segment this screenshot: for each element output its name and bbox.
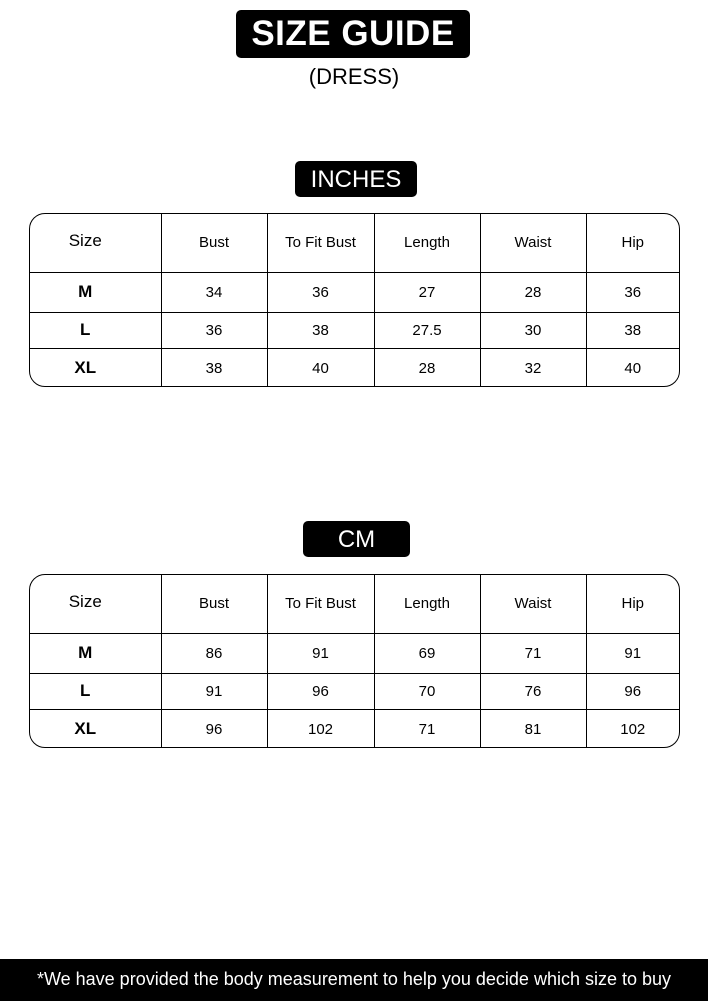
hip-cell: 91 bbox=[586, 633, 679, 673]
waist-cell: 76 bbox=[480, 673, 586, 709]
column-header-size: Size bbox=[30, 575, 161, 633]
size-cell: M bbox=[30, 272, 161, 312]
column-header-to-fit-bust: To Fit Bust bbox=[267, 575, 374, 633]
to-fit-bust-cell: 36 bbox=[267, 272, 374, 312]
page-subtitle: (DRESS) bbox=[308, 64, 400, 89]
table-row bbox=[30, 348, 679, 387]
hip-cell: 38 bbox=[586, 312, 679, 348]
bust-cell: 91 bbox=[161, 673, 267, 709]
column-header-size: Size bbox=[30, 214, 161, 272]
bust-cell: 38 bbox=[161, 348, 267, 387]
bust-cell: 86 bbox=[161, 633, 267, 673]
bust-cell: 96 bbox=[161, 709, 267, 748]
length-cell: 70 bbox=[374, 673, 480, 709]
table-header-row bbox=[30, 214, 679, 272]
length-cell: 71 bbox=[374, 709, 480, 748]
length-cell: 27.5 bbox=[374, 312, 480, 348]
column-header-bust: Bust bbox=[161, 575, 267, 633]
bust-cell: 36 bbox=[161, 312, 267, 348]
column-header-bust: Bust bbox=[161, 214, 267, 272]
to-fit-bust-cell: 38 bbox=[267, 312, 374, 348]
size-cell: M bbox=[30, 633, 161, 673]
table-row bbox=[30, 673, 679, 709]
size-cell: XL bbox=[30, 348, 161, 387]
column-header-length: Length bbox=[374, 575, 480, 633]
size-table-inches bbox=[29, 213, 680, 387]
waist-cell: 32 bbox=[480, 348, 586, 387]
page-title: SIZE GUIDE bbox=[236, 10, 470, 58]
to-fit-bust-cell: 96 bbox=[267, 673, 374, 709]
table-row bbox=[30, 312, 679, 348]
hip-cell: 36 bbox=[586, 272, 679, 312]
waist-cell: 28 bbox=[480, 272, 586, 312]
waist-cell: 30 bbox=[480, 312, 586, 348]
column-header-waist: Waist bbox=[480, 575, 586, 633]
to-fit-bust-cell: 91 bbox=[267, 633, 374, 673]
length-cell: 28 bbox=[374, 348, 480, 387]
column-header-hip: Hip bbox=[586, 214, 679, 272]
size-table-cm bbox=[29, 574, 680, 748]
footer-note: *We have provided the body measurement to help you decide which size to buy bbox=[0, 959, 708, 1001]
length-cell: 27 bbox=[374, 272, 480, 312]
unit-label-cm: CM bbox=[303, 521, 410, 557]
hip-cell: 102 bbox=[620, 720, 646, 738]
column-header-length: Length bbox=[374, 214, 480, 272]
waist-cell: 71 bbox=[480, 633, 586, 673]
column-header-to-fit-bust: To Fit Bust bbox=[267, 214, 374, 272]
table-row bbox=[30, 633, 679, 673]
table-row bbox=[30, 709, 679, 748]
table-row bbox=[30, 272, 679, 312]
hip-cell: 40 bbox=[624, 359, 642, 377]
unit-label-inches: INCHES bbox=[295, 161, 417, 197]
size-cell: L bbox=[30, 312, 161, 348]
waist-cell: 81 bbox=[480, 709, 586, 748]
to-fit-bust-cell: 40 bbox=[267, 348, 374, 387]
to-fit-bust-cell: 102 bbox=[267, 709, 374, 748]
table-header-row bbox=[30, 575, 679, 633]
hip-cell: 96 bbox=[586, 673, 679, 709]
column-header-hip: Hip bbox=[586, 575, 679, 633]
bust-cell: 34 bbox=[161, 272, 267, 312]
length-cell: 69 bbox=[374, 633, 480, 673]
column-header-waist: Waist bbox=[480, 214, 586, 272]
size-cell: L bbox=[30, 673, 161, 709]
size-cell: XL bbox=[30, 709, 161, 748]
